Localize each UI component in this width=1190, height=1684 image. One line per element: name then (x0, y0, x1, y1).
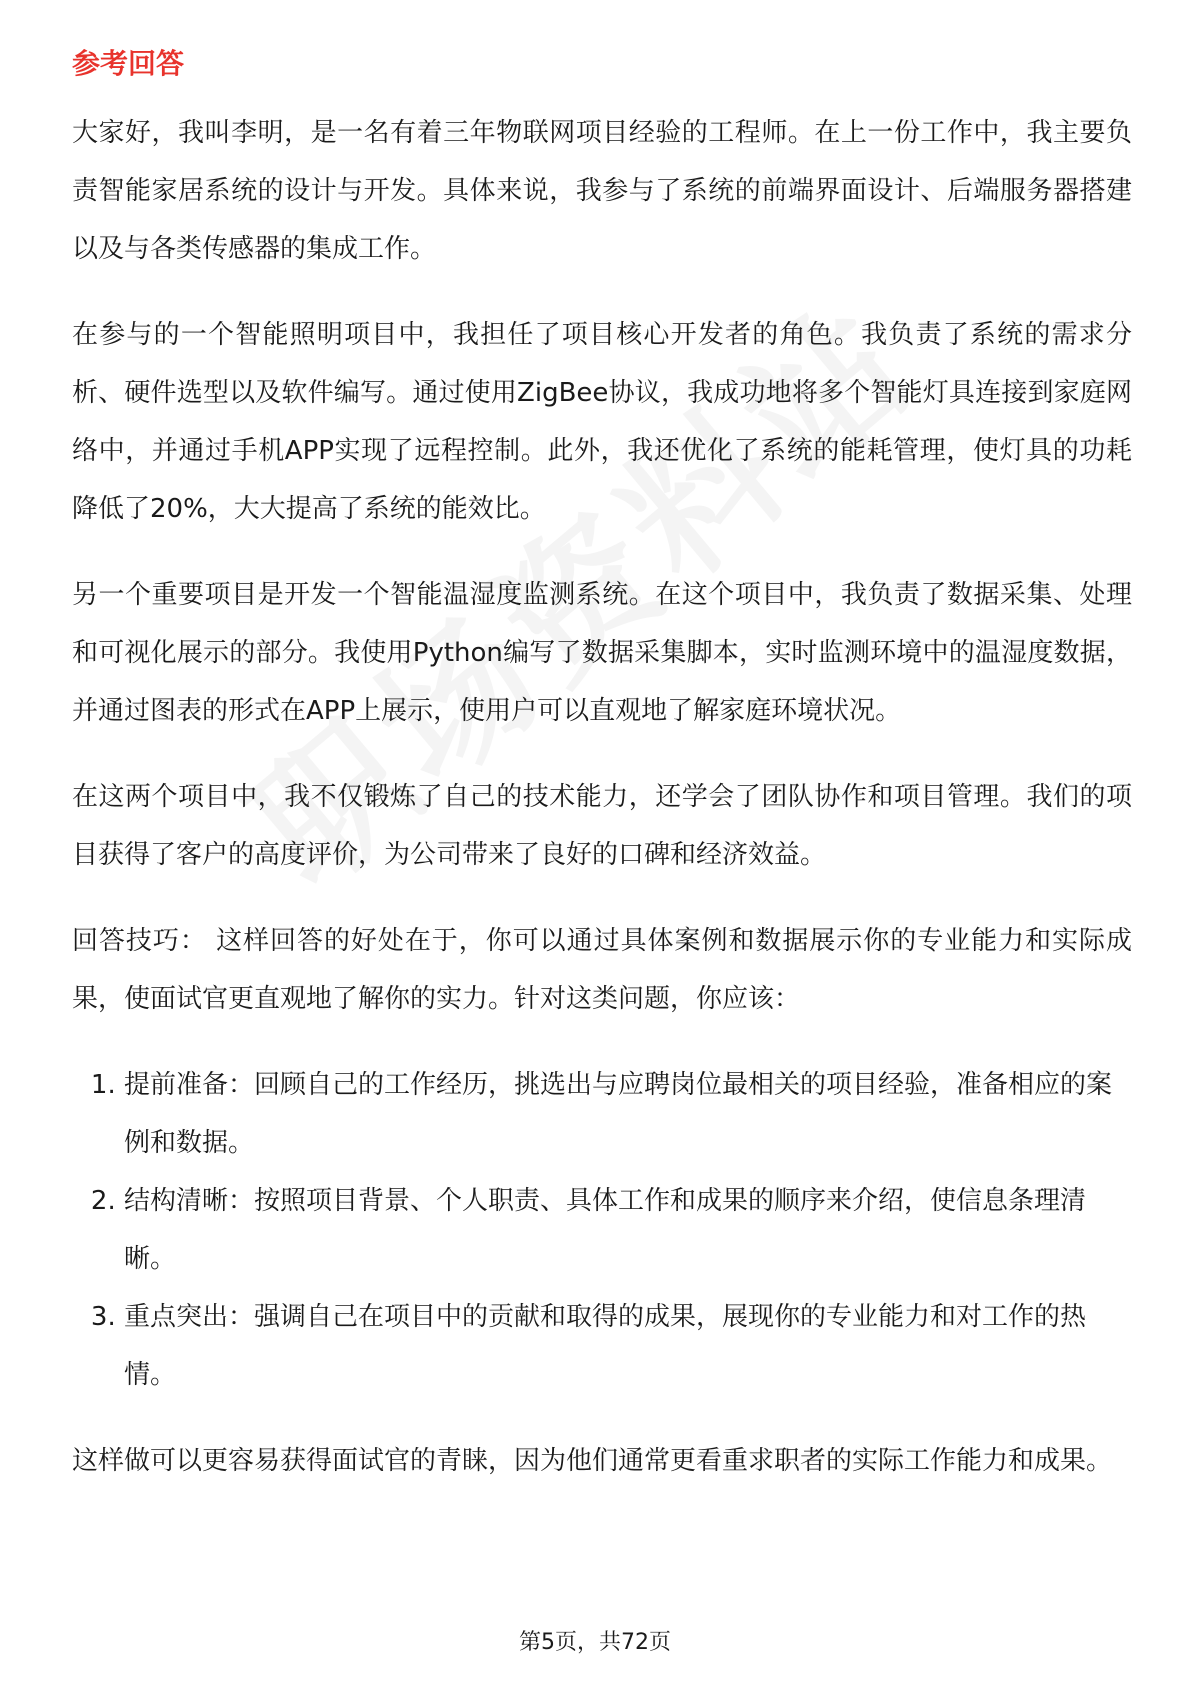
page-number: 第5页，共72页 (519, 1630, 671, 1655)
section-heading: 参考回答 (72, 47, 185, 80)
conclusion-paragraph: 这样做可以更容易获得面试官的青睐，因为他们通常更看重求职者的实际工作能力和成果。 (72, 1446, 1113, 1476)
tips-list (72, 1056, 1132, 1404)
tips-label: 回答技巧： (72, 926, 207, 956)
tips-intro: 这样回答的好处在于，你可以通过具体案例和数据展示你的专业能力和实际成果，使面试官更直观地了解你的实力。针对这类问题，你应该： (72, 926, 1132, 1014)
tips-paragraph (72, 912, 1132, 1028)
tips-list-item: 3. 重点突出：强调自己在项目中的贡献和取得的成果，展现你的专业能力和对工作的热情。 (124, 1288, 1132, 1404)
content (72, 44, 1132, 1518)
paragraph-intro: 大家好，我叫李明，是一名有着三年物联网项目经验的工程师。在上一份工作中，我主要负责智能家居系统的设计与开发。具体来说，我参与了系统的前端界面设计、后端服务器搭建以及与各类传感器的集成工作。 (72, 118, 1132, 264)
paragraph-lighting-project: 在参与的一个智能照明项目中，我担任了项目核心开发者的角色。我负责了系统的需求分析、硬件选型以及软件编写。通过使用ZigBee协议，我成功地将多个智能灯具连接到家庭网络中，并通过手机APP实现了远程控制。此外，我还优化了系统的能耗管理，使灯具的功耗降低了20%，大大提高了系统的能效比。 (72, 320, 1132, 524)
tips-list-item: 1. 提前准备：回顾自己的工作经历，挑选出与应聘岗位最相关的项目经验，准备相应的案例和数据。 (124, 1056, 1132, 1172)
tips-list-item: 2. 结构清晰：按照项目背景、个人职责、具体工作和成果的顺序来介绍，使信息条理清晰。 (124, 1172, 1132, 1288)
paragraph-monitoring-project: 另一个重要项目是开发一个智能温湿度监测系统。在这个项目中，我负责了数据采集、处理和可视化展示的部分。我使用Python编写了数据采集脚本，实时监测环境中的温湿度数据，并通过图表的形式在APP上展示，使用户可以直观地了解家庭环境状况。 (72, 580, 1132, 726)
paragraph-summary: 在这两个项目中，我不仅锻炼了自己的技术能力，还学会了团队协作和项目管理。我们的项目获得了客户的高度评价，为公司带来了良好的口碑和经济效益。 (72, 782, 1132, 870)
